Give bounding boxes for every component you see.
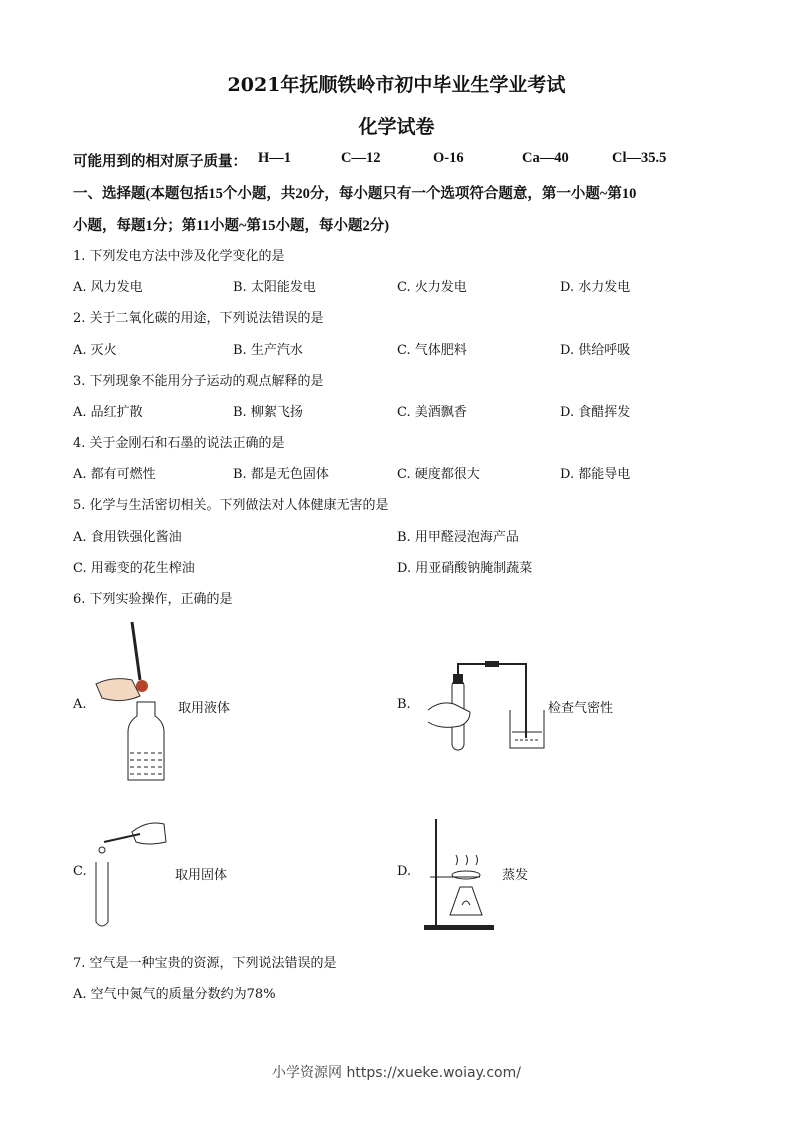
q6-option-a-letter: A. [73, 697, 87, 712]
q5-option-d: D. 用亚硝酸钠腌制蔬菜 [397, 561, 533, 576]
atomic-mass-label: 可能用到的相对原子质量： [73, 154, 247, 170]
dropper-liquid-figure [92, 618, 172, 788]
exam-subtitle: 化学试卷 [358, 116, 435, 138]
q3-option-c: C. 美酒飘香 [397, 405, 467, 420]
atomic-mass-cl: Cl—35.5 [612, 150, 667, 166]
q6-option-d-letter: D. [397, 864, 412, 879]
q4-option-d: D. 都能导电 [560, 467, 631, 482]
section-header-line2: 小题，每题1分；第11小题~第15小题，每小题2分) [73, 218, 390, 234]
q1-option-d: D. 水力发电 [560, 280, 631, 295]
atomic-mass-o: O-16 [433, 150, 464, 166]
q5-option-b: B. 用甲醛浸泡海产品 [397, 530, 519, 545]
atomic-mass-h: H—1 [258, 150, 292, 166]
atomic-mass-ca: Ca—40 [522, 150, 569, 166]
q6-option-c-caption: 取用固体 [175, 868, 228, 883]
q4-option-b: B. 都是无色固体 [233, 467, 329, 482]
q2-option-c: C. 气体肥料 [397, 343, 467, 358]
q4-option-a: A. 都有可燃性 [73, 467, 156, 482]
airtightness-figure [420, 660, 550, 755]
q6-option-d-caption: 蒸发 [502, 868, 529, 883]
q7-option-a: A. 空气中氮气的质量分数约为78% [73, 987, 276, 1002]
q6-option-c-letter: C. [73, 864, 87, 879]
q1-option-a: A. 风力发电 [73, 280, 143, 295]
q6-option-a-caption: 取用液体 [178, 701, 231, 716]
q2-option-b: B. 生产汽水 [233, 343, 303, 358]
q3-option-d: D. 食醋挥发 [560, 405, 631, 420]
evaporation-figure [420, 815, 500, 935]
q4-option-c: C. 硬度都很大 [397, 467, 480, 482]
atomic-mass-c: C—12 [341, 150, 381, 166]
solid-tweezers-figure [92, 812, 172, 932]
question-6: 6. 下列实验操作，正确的是 [73, 592, 233, 607]
question-2: 2. 关于二氧化碳的用途，下列说法错误的是 [73, 311, 324, 326]
q1-option-b: B. 太阳能发电 [233, 280, 316, 295]
exam-title: 2021年抚顺铁岭市初中毕业生学业考试 [227, 74, 566, 96]
question-5: 5. 化学与生活密切相关。下列做法对人体健康无害的是 [73, 498, 389, 513]
q3-option-a: A. 品红扩散 [73, 405, 143, 420]
section-header-line1: 一、选择题(本题包括15个小题，共20分，每小题只有一个选项符合题意，第一小题~第10 [73, 186, 637, 202]
q6-option-b-letter: B. [397, 697, 411, 712]
q6-option-b-caption: 检查气密性 [548, 701, 614, 716]
question-3: 3. 下列现象不能用分子运动的观点解释的是 [73, 374, 324, 389]
q2-option-a: A. 灭火 [73, 343, 117, 358]
question-1: 1. 下列发电方法中涉及化学变化的是 [73, 249, 285, 264]
q2-option-d: D. 供给呼吸 [560, 343, 631, 358]
q3-option-b: B. 柳絮飞扬 [233, 405, 303, 420]
q5-option-a: A. 食用铁强化酱油 [73, 530, 182, 545]
q5-option-c: C. 用霉变的花生榨油 [73, 561, 195, 576]
question-7: 7. 空气是一种宝贵的资源，下列说法错误的是 [73, 956, 337, 971]
question-4: 4. 关于金刚石和石墨的说法正确的是 [73, 436, 285, 451]
footer-watermark: 小学资源网 https://xueke.woiay.com/ [272, 1065, 521, 1081]
q1-option-c: C. 火力发电 [397, 280, 467, 295]
